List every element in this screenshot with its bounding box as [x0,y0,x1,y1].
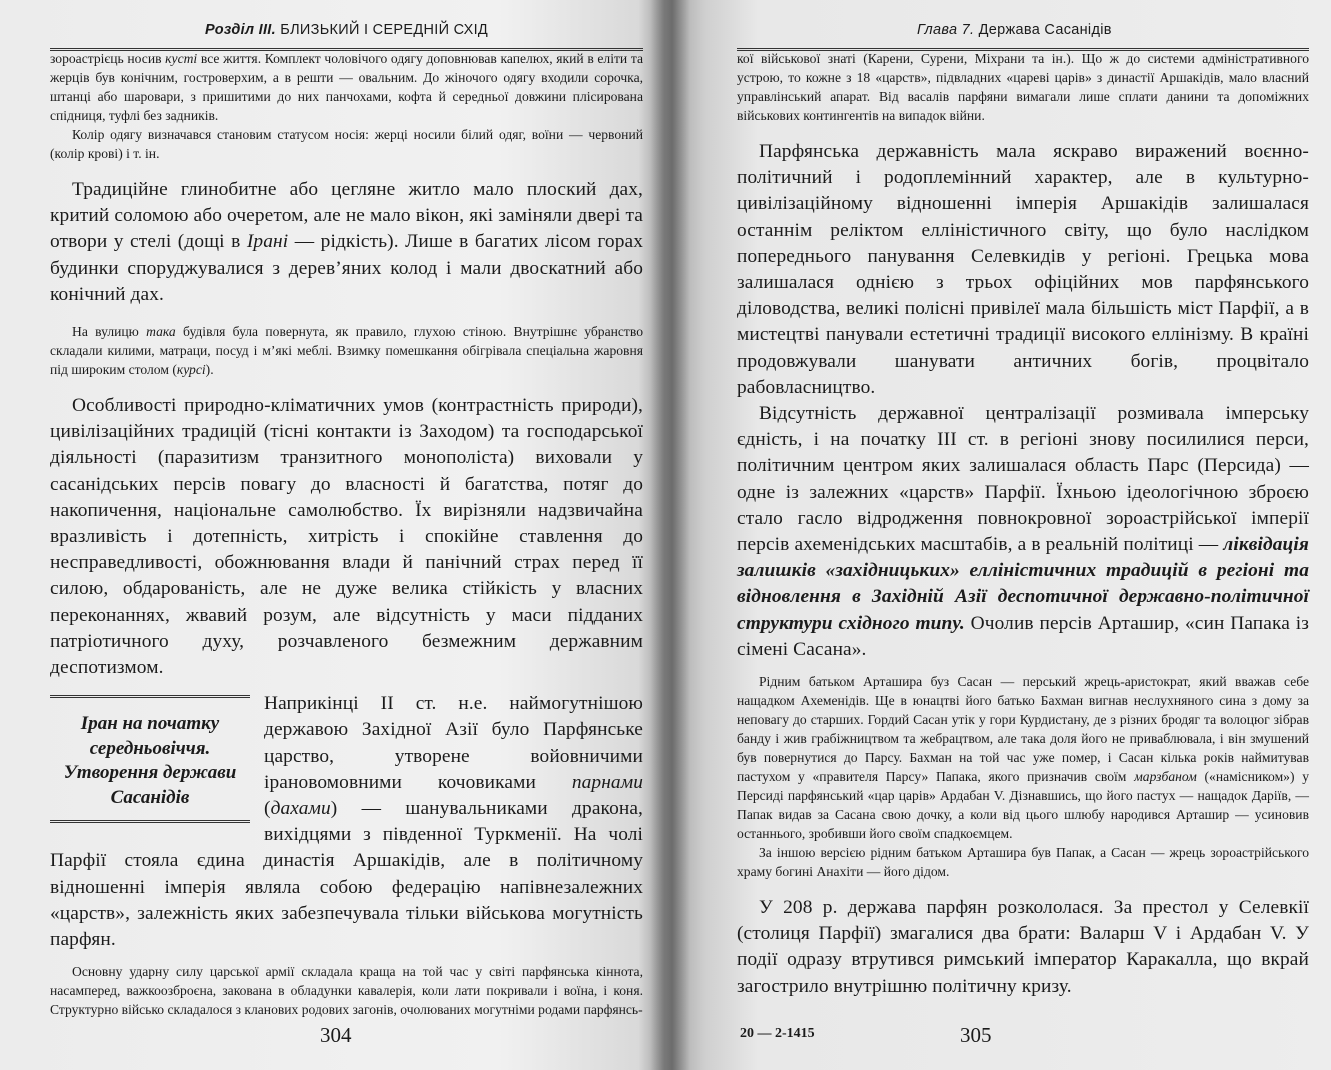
right-paragraph-2: Парфянська державність мала яскраво виражений воєнно-політичний і родоплемінний характер, але в культурно-цивілізаційному відношенні імперія Аршакідів залишалася останнім реліктом елліністичного світу, що було наслідком попереднього панування Селевкидів у регіоні. Грецька мова залишалася однією з трьох офіційних мов парфянського діловодства, великі полісні привілеї мала більшість міст Парфії, а в мистецтві панували естетичні традиції високого еллінізму. В країні продовжували шанувати античних богів, процвітало рабовласництво. [737,141,1309,398]
italic-term: дахами [270,798,331,820]
emphasis-text: ліквідація залишків «західницьких» елліністичних традицій в регіоні та відновлення в Західній Азії деспотичної державно-політичної структури східного типу. [737,534,1309,634]
italic-term: парнами [571,771,643,793]
italic-term: кусті [165,51,198,66]
italic-term: Ірані [246,231,289,253]
text-run: ) — шанувальниками дракона, вихідцями з південної Туркменії. [264,798,643,846]
left-paragraph-5: Особливості природно-кліматичних умов (контрастність природи), цивілізаційних традицій (тісні контакти із Заходом) та господарської діяльності (паразитизм транзитного монополіста) виховали у сасанідських персів повагу до власності й багатства, потяг до накопичення, національне самолюбство. Їх вирізняли надзвичайна вразливість і дотепність, хитрість і спокійне ставлення до несправедливості, обожнювання влади й панічний страх перед її силою, обдарованість, але не дуже велика стійкість у власних переконаннях, жвавий розум, але відсутність у маси підданих патріотичного духу, розчавленого безмежним державним деспотизмом. [50,395,643,679]
right-paragraph-5: За іншою версією рідним батьком Арташира був Папак, а Сасан — жрець зороастрійського храму богині Анахіти — його дідом. [737,845,1309,880]
right-running-head [737,12,1309,51]
section-block [50,691,643,953]
right-paragraph-1: кої військової знаті (Карени, Сурени, Міхрани та ін.). Що ж до системи адміністративного устрою, то кожне з 18 «царств», підвладних «цареві царів» з династії Аршакідів, мало власний управлінський апарат. Від васалів парфяни вимагали лише сплати данини та допоміжних військових контингентів на випадок війни. [737,51,1309,123]
text-run: ). [205,362,214,378]
left-paragraph-2: Колір одягу визначався становим статусом носія: жерці носили білий одяг, воїни — червоний (колір крові) і т. ін. [50,127,643,161]
page-number-left: 304 [320,1023,352,1047]
left-paragraph-4 [50,322,643,379]
left-paragraph-7: Основну ударну силу царської армії складала краща на той час у світі парфянська кіннота, насамперед, важкоозброєна, закована в обладунки кавалерія, коли лати покривали і воїна, і коня. Структурно військо складалося з кланових родових загонів, очолюваних могутніми родами парфянсь- [50,964,643,1018]
page-number-right: 305 [960,1023,992,1047]
right-running-head-chapter: Глава 7. [917,22,975,38]
right-paragraph-3 [737,401,1309,663]
italic-term: марзбаном [1134,769,1197,785]
text-run: все життя. Комплект чоловічого одягу доповнював капелюх, який в еліти та жерців був конічним, гостроверхим, а в решти — овальним. До жіночого одягу входили сорочка, штанці або шаровари, з пришитими до них панчохами, кофта й середньої довжини плісирована спідниця, туфлі без задників. [50,51,643,123]
text-run: будівля була повернута, як правило, глухою стіною. Внутрішнє убранство складали килими, матраци, посуд і м’які меблі. Взимку помешкання обігрівала спеціальна жаровня під широким столом ( [50,324,643,378]
right-page [665,0,1331,1070]
left-paragraph-3 [50,177,643,308]
text-run: Наприкінці II ст. н.е. наймогутнішою державою Західної Азії було Парфянське царство, утворене войовничими ірановомовними кочовиками [264,693,643,793]
text-run: Відсутність державної централізації розмивала імперську єдність, і на початку III ст. в регіоні знову посилилися перси, політичним центром яких залишалася область Парс (Персида) — одне із залежних «царств» Парфії. Їхньою ідеологічною зброєю стало гасло відродження повнокровної зороастрійської імперії персів ахеменідських масштабів, а в реальній політиці — [737,403,1309,556]
italic-term: така [146,324,176,340]
text-run: На чолі Парфії стояла єдина династія Аршакідів, але в політичному відношенні імперія являла собою федерацію напівнезалежних «царств», залежність яких забезпечувала тільки військова могутність парфян. [50,824,643,951]
text-run: («намісником») у Персиді парфянський «цар царів» Ардабан V. Дізнавшись, що його пастух — нащадок Даріїв, — Папак видав за Сасана свою дочку, а коли від цього шлюбу народився Арташир — усиновив останнього, зробивши його своїм спадкоємцем. [737,769,1309,842]
text-run: зороастрієць носив [50,51,166,66]
text-run: Традиційне глинобитне або цегляне житло мало плоский дах, критий соломою або очеретом, але не мало вікон, які заміняли двері та отвори у стелі (дощі в [50,179,643,253]
right-paragraph-4 [737,672,1309,843]
left-running-head-title: БЛИЗЬКИЙ І СЕРЕДНІЙ СХІД [275,22,489,38]
text-run: ( [264,798,271,820]
right-running-head-title: Держава Сасанідів [974,22,1112,38]
left-paragraph-1 [50,49,643,125]
text-run: — рідкість). Лише в багатих лісом горах будинки споруджувалися з дерев’яних колод і мали двоскатний або конічний дах. [50,231,643,305]
left-page [0,0,665,1070]
section-heading: Іран на початку середньовіччя. Утворення держави Сасанідів [50,695,250,823]
left-running-head [50,12,643,51]
left-running-head-chapter: Розділ III. [204,22,276,38]
printer-signature: 20 — 2-1415 [740,1026,815,1041]
text-run: Рідним батьком Арташира буз Сасан — перський жрець-аристократ, який вважав себе нащадком Ахеменідів. Ще в юнацтві його батько Бахман вигнав неслухняного сина з дому за неповагу до старших. Гордий Сасан утік у гори Курдистану, де з різних бродяг та волоцюг зібрав банду і жив грабіжництвом та жебрацтвом, але така доля його не приваблювала, і він змушений був повернутися до Парсу. Бахман на той час уже помер, і Сасан кілька років наймитував пастухом у «правителя Парсу» Папака, якого призначив своїм [737,674,1309,785]
text-run: На вулицю [72,324,147,340]
right-paragraph-6: У 208 р. держава парфян розкололася. За престол у Селевкії (столиця Парфії) змагалися два брати: Валарш V і Ардабан V. У події одразу втрутився римський імператор Каракалла, що вкрай загострило внутрішню політичну кризу. [737,897,1309,997]
text-run: Очолив персів Арташир, «син Папака із сімені Сасана». [737,612,1309,660]
italic-term: курсі [176,362,206,378]
